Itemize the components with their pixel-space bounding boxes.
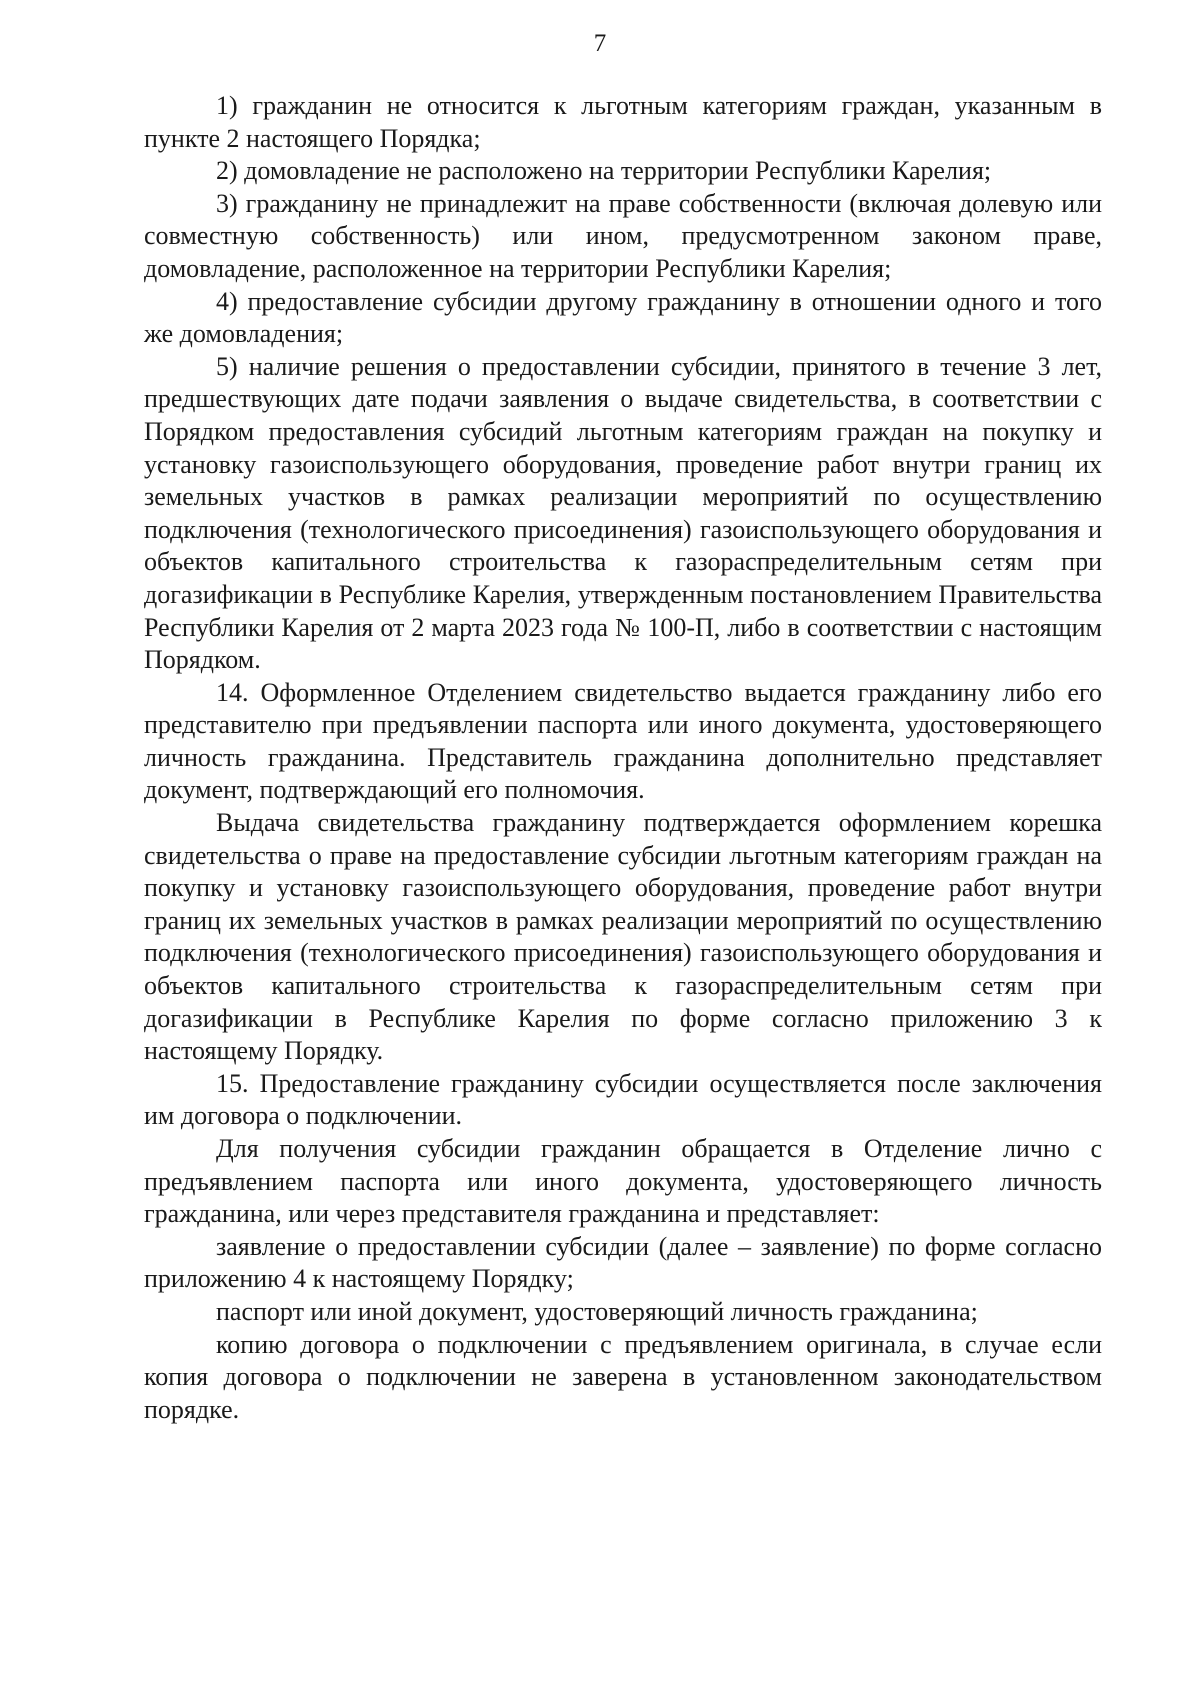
paragraph-clause-15: 15. Предоставление гражданину субсидии осуществляется после заключения им договора о подключении. — [144, 1068, 1102, 1131]
paragraph-application: Для получения субсидии гражданин обращается в Отделение лично с предъявлением паспорта или иного документа, удостоверяющего личность гражданина, или через представителя гражданина и представляет: — [144, 1134, 1102, 1229]
paragraph-certificate-issue: Выдача свидетельства гражданину подтверждается оформлением корешка свидетельства о праве на предоставление субсидии льготным категориям граждан на покупку и установку газоиспользующего оборудования, проведение работ внутри границ их земельных участков в рамках реализации мероприятий по осуществлению подключения (технологического присоединения) газоиспользующего оборудования и объектов капитального строительства к газораспределительным сетям при догазификации в Республике Карелия по форме согласно приложению 3 к настоящему Порядку. — [144, 808, 1102, 1066]
paragraph-clause-14: 14. Оформленное Отделением свидетельство выдается гражданину либо его представителю при предъявлении паспорта или иного документа, удостоверяющего личность гражданина. Представитель гражданина дополнительно представляет документ, подтверждающий его полномочия. — [144, 677, 1102, 805]
paragraph-statement: заявление о предоставлении субсидии (далее – заявление) по форме согласно приложению 4 к настоящему Порядку; — [144, 1231, 1102, 1294]
paragraph-contract-copy: копию договора о подключении с предъявлением оригинала, в случае если копия договора о подключении не заверена в установленном законодательством порядке. — [144, 1329, 1102, 1424]
paragraph-item-4: 4) предоставление субсидии другому гражданину в отношении одного и того же домовладения; — [144, 286, 1102, 349]
paragraph-item-1: 1) гражданин не относится к льготным категориям граждан, указанным в пункте 2 настоящего Порядка; — [144, 91, 1102, 153]
paragraph-item-2: 2) домовладение не расположено на территории Республики Карелия; — [216, 156, 992, 186]
document-body — [144, 90, 1102, 1426]
paragraph-passport: паспорт или иной документ, удостоверяющий личность гражданина; — [216, 1296, 978, 1326]
paragraph-item-3: 3) гражданину не принадлежит на праве собственности (включая долевую или совместную собственность) или ином, предусмотренном законом праве, домовладение, расположенное на территории Республики Карелия; — [144, 188, 1102, 283]
page-number: 7 — [593, 30, 607, 57]
paragraph-item-5: 5) наличие решения о предоставлении субсидии, принятого в течение 3 лет, предшествующих дате подачи заявления о выдаче свидетельства, в соответствии с Порядком предоставления субсидий льготным категориям граждан на покупку и установку газоиспользующего оборудования, проведение работ внутри границ их земельных участков в рамках реализации мероприятий по осуществлению подключения (технологического присоединения) газоиспользующего оборудования и объектов капитального строительства к газораспределительным сетям при догазификации в Республике Карелия, утвержденным постановлением Правительства Республики Карелия от 2 марта 2023 года № 100-П, либо в соответствии с настоящим Порядком. — [144, 351, 1102, 675]
